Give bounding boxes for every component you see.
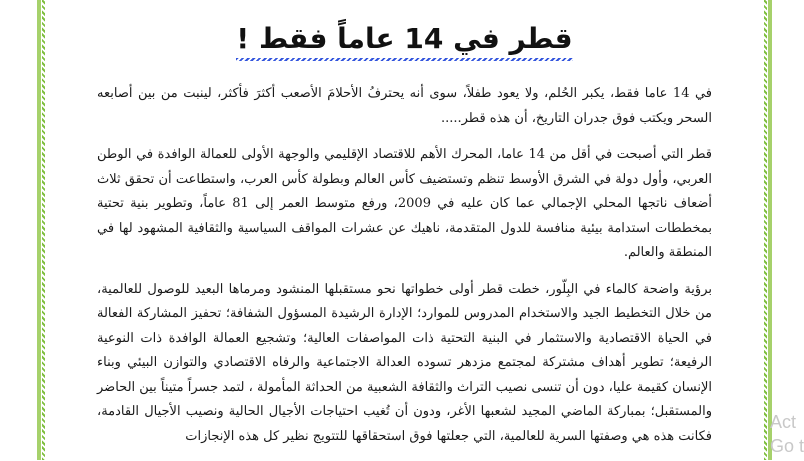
paragraph-intro: في 14 عاما فقط، يكبر الحُلم، ولا يعود طفلاً، سوى أنه يحترفُ الأحلامَ الأصعب أكثرَ فأكثر، لينبت من بين أصابعه السحر ويكتب فوق جدران التاريخ، أن هذه قطر.....	[97, 86, 712, 126]
document-title	[41, 22, 768, 55]
watermark-line-2: Go t	[770, 436, 804, 456]
document-page	[37, 0, 772, 460]
title-text: قطر في 14 عاماً فقط !	[236, 22, 573, 55]
paragraph-achievements: قطر التي أصبحت في أقل من 14 عاما، المحرك الأهم للاقتصاد الإقليمي والوجهة الأولى للعمالة الوافدة في الوطن العربي، وأول دولة في الشرق الأوسط تنظم وتستضيف كأس العالم وبطولة كأس العرب، واستطاعت أن تحقق ثلاث أضعاف ناتجها المحلي الإجمالي عما كان عليه في 2009، ورفع متوسط العمر إلى 81 عاماً، وتطوير بنية تحتية بمخططات استدامة بيئية منافسة للدول المتقدمة، ناهيك عن عشرات المواقف السياسية والثقافية المشهود لها في المنطقة والعالم.	[97, 147, 712, 260]
paragraph-vision: برؤية واضحة كالماء في البِلّور، خطت قطر أولى خطواتها نحو مستقبلها المنشود ومرماها البعيد للوصول للعالمية، من خلال التخطيط الجيد والاستخدام المدروس للموارد؛ الإدارة الرشيدة المسؤول الشفافة؛ تحفيز المشاركة الفعالة في الحياة الاقتصادية والاستثمار في البنية التحتية ذات المواصفات العالية؛ وتشجيع العمالة الوافدة ذات النوعية الرفيعة؛ تطوير أهداف مشتركة لمجتمع مزدهر تسوده العدالة الاجتماعية والرفاه الاقتصادي والتوازن البيئي وبناء الإنسان كقيمة عليا، دون أن تنسى نصيب التراث والثقافة الشعبية من الحداثة المأمولة ، لتمد جسراً متيناً بين الحاضر والمستقبل؛ بمباركة الماضي المجيد لشعبها الأغر، ودون أن تُغيب احتياجات الأجيال الحالية ونصيب الأجيال القادمة، فكانت هذه هي وصفتها السرية للعالمية، التي جعلتها فوق استحقاقها للتتويج نظير كل هذه الإنجازات	[97, 281, 712, 444]
watermark-line-1: Act	[770, 412, 797, 432]
document-body	[97, 82, 712, 461]
activation-watermark	[770, 410, 804, 458]
